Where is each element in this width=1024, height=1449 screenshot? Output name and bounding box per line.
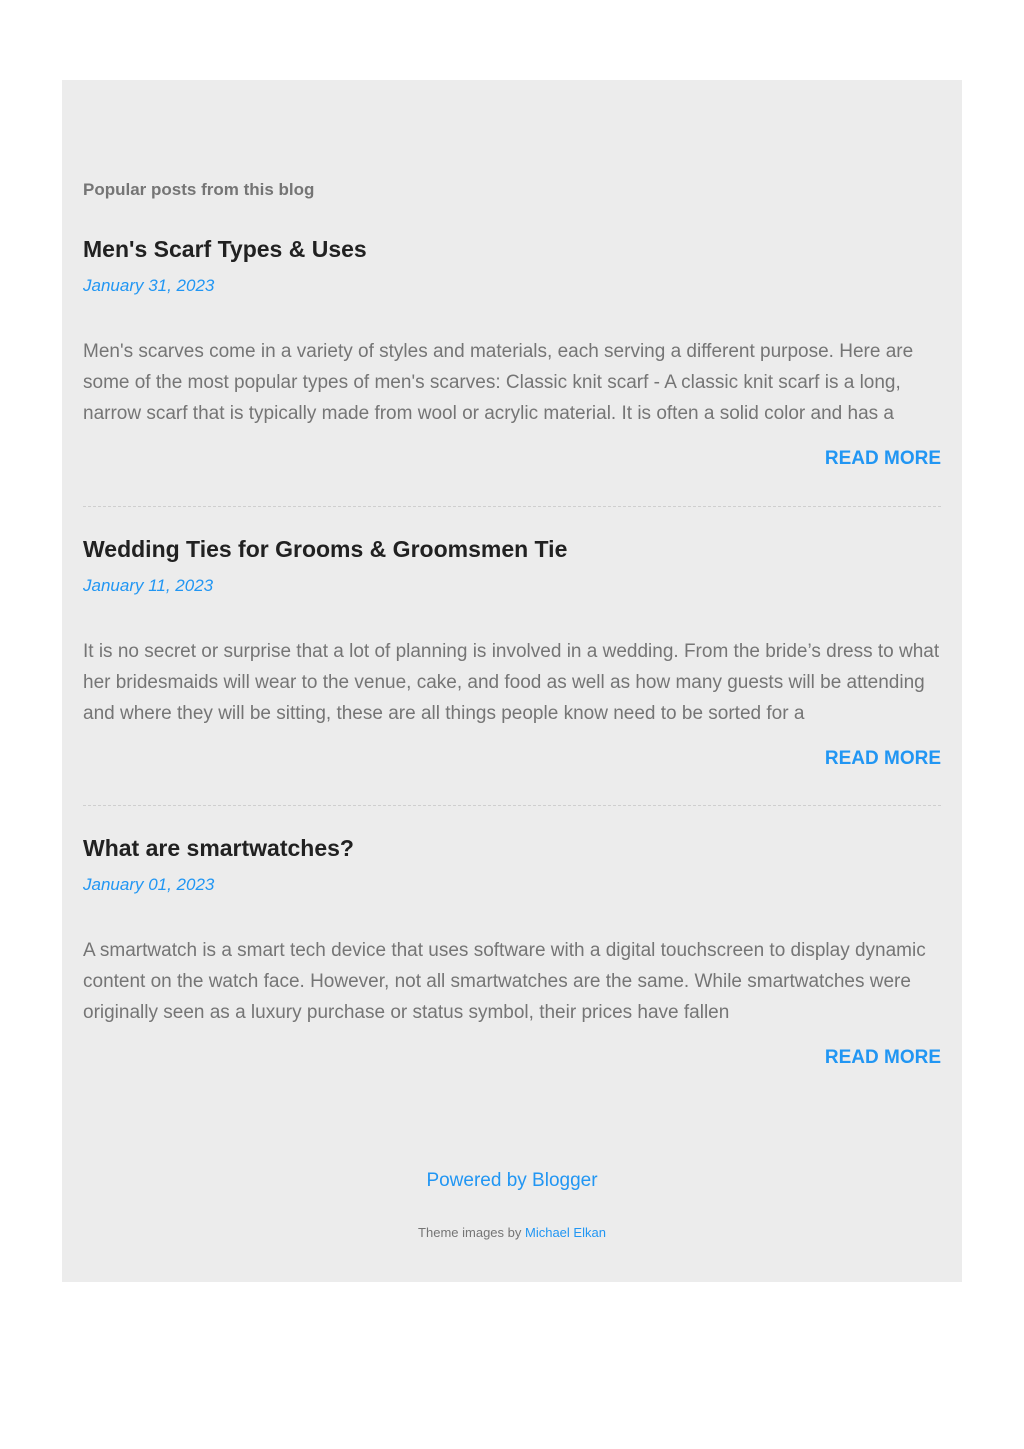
read-more-link[interactable]: READ MORE [824, 748, 941, 769]
post-item [83, 235, 941, 471]
post-item [83, 834, 941, 1070]
post-title-link[interactable]: Men's Scarf Types & Uses [83, 236, 367, 262]
theme-credit [62, 1225, 962, 1240]
post-snippet: A smartwatch is a smart tech device that uses software with a digital touchscreen to display dynamic content on the watch face. However, not all smartwatches are the same. While smartwatches were originally seen as a luxury purchase or status symbol, their prices have fallen [83, 940, 926, 1023]
read-more-link[interactable]: READ MORE [824, 1047, 941, 1068]
post-date-link[interactable]: January 01, 2023 [83, 875, 215, 894]
post-date-link[interactable]: January 11, 2023 [83, 576, 214, 595]
post-title-link[interactable]: Wedding Ties for Grooms & Groomsmen Tie [83, 536, 568, 562]
powered-by-blogger-link[interactable]: Powered by Blogger [426, 1170, 598, 1191]
post-date-link[interactable]: January 31, 2023 [83, 276, 215, 295]
post-snippet: It is no secret or surprise that a lot of planning is involved in a wedding. From the bride’s dress to what her bridesmaids will wear to the venue, cake, and food as well as how many guests will be attending and where they will be sitting, these are all things people know need to be sorted for a [83, 641, 940, 724]
popular-posts-panel [62, 80, 962, 1282]
post-item [83, 535, 941, 771]
read-more-link[interactable]: READ MORE [824, 448, 941, 469]
post-snippet: Men's scarves come in a variety of styles and materials, each serving a different purpose. Here are some of the most popular types of men's scarves: Classic knit scarf - A classic knit scarf is a long, narrow scarf that is typically made from wool or acrylic material. It is often a solid color and has a [83, 341, 914, 424]
theme-author-link[interactable]: Michael Elkan [525, 1225, 606, 1240]
post-divider [83, 506, 941, 507]
section-heading: Popular posts from this blog [83, 180, 315, 199]
theme-credit-label: Theme images by [418, 1225, 522, 1240]
post-title-link[interactable]: What are smartwatches? [83, 835, 354, 861]
post-divider [83, 805, 941, 806]
